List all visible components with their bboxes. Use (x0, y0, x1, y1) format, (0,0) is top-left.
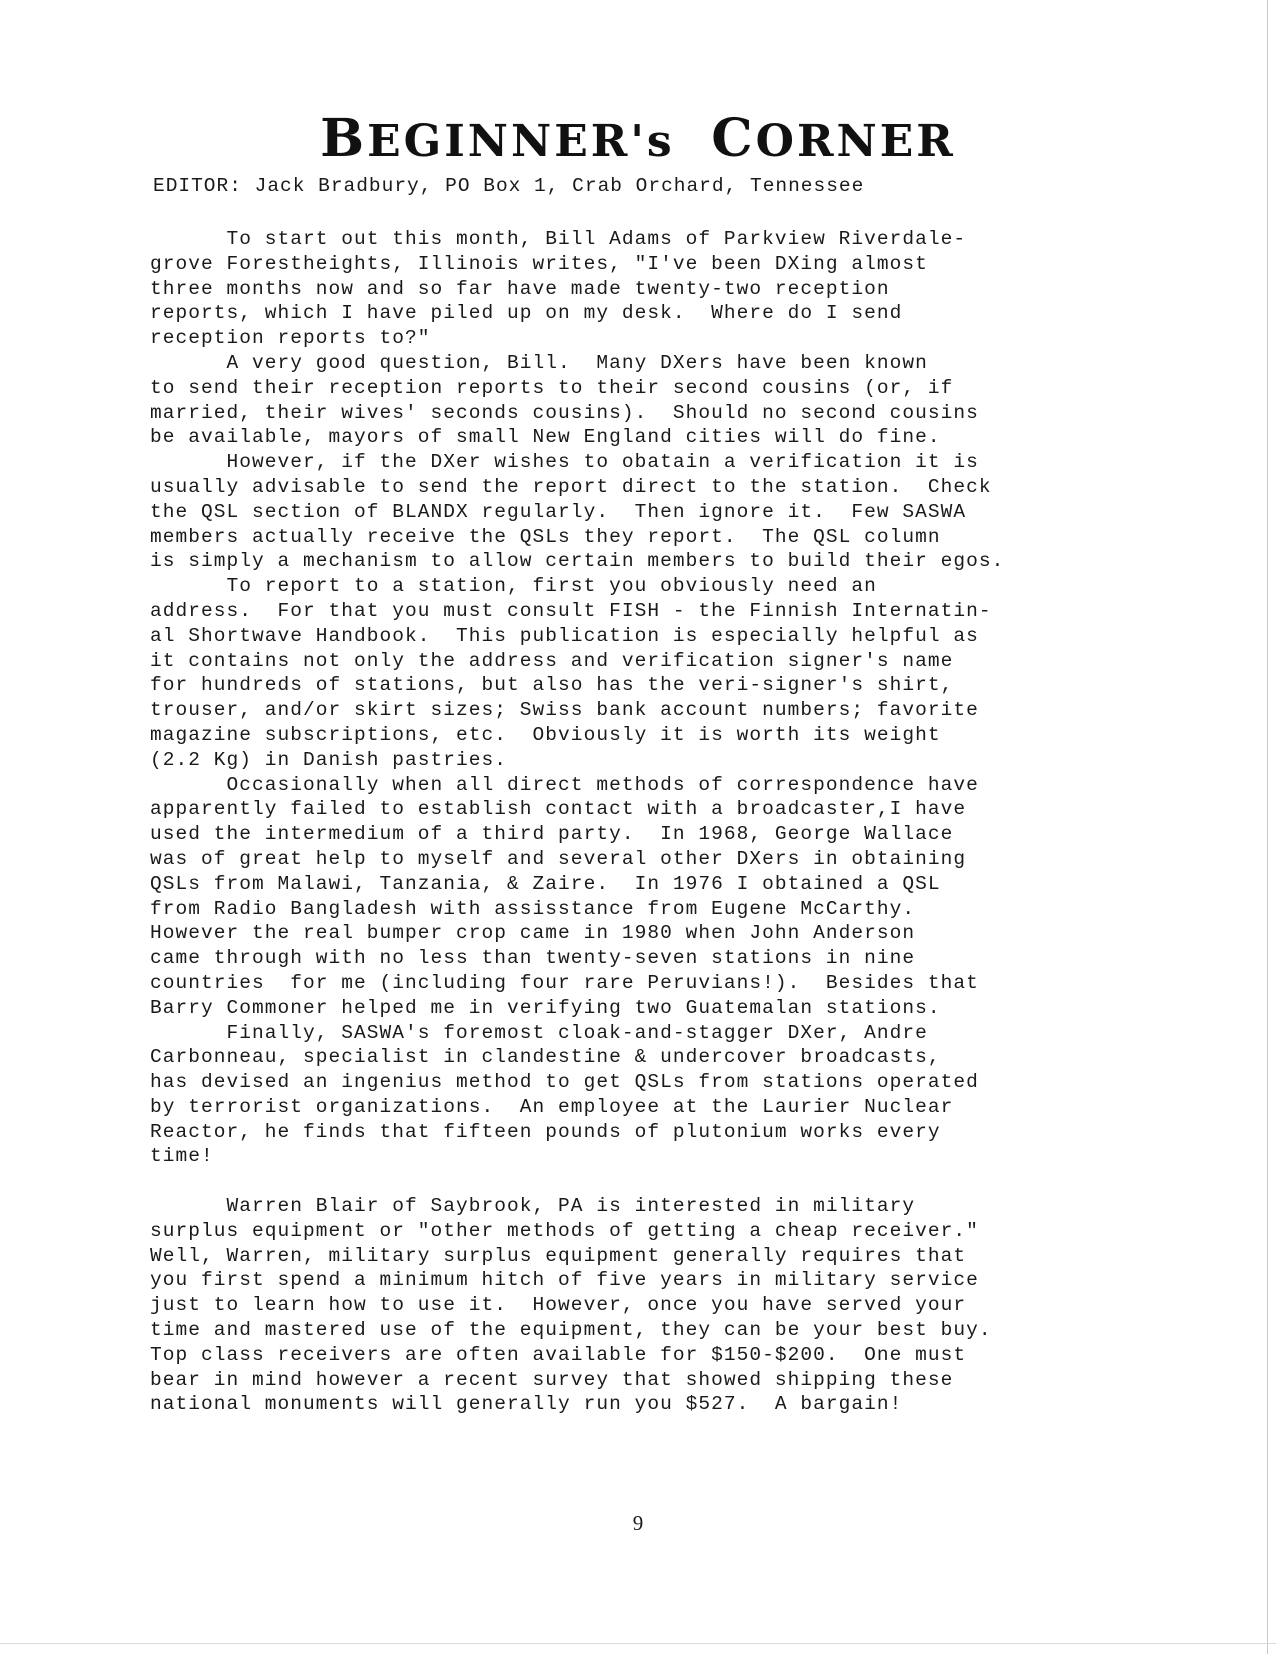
text-line: To start out this month, Bill Adams of Parkview Riverdale- (150, 228, 967, 250)
text-line: magazine subscriptions, etc. Obviously it is worth its weight (150, 723, 941, 746)
text-line: Occasionally when all direct methods of correspondence have (150, 773, 979, 796)
text-line: the QSL section of BLANDX regularly. Then ignore it. Few SASWA (150, 500, 967, 523)
page-number: 9 (632, 1511, 644, 1535)
text-line: just to learn how to use it. However, once you have served your (150, 1294, 967, 1317)
text-line: be available, mayors of small New England cities will do fine. (150, 426, 941, 449)
text-line: married, their wives' seconds cousins). Should no second cousins (150, 401, 979, 424)
text-line: trouser, and/or skirt sizes; Swiss bank account numbers; favorite (150, 699, 979, 722)
text-line: Top class receivers are often available for $150-$200. One must (150, 1343, 967, 1366)
text-line: apparently failed to establish contact with a broadcaster,I have (150, 798, 967, 821)
text-line: address. For that you must consult FISH - the Finnish Internatin- (150, 599, 992, 622)
text-line: QSLs from Malawi, Tanzania, & Zaire. In 1976 I obtained a QSL (150, 872, 941, 895)
paragraph (150, 773, 1004, 1021)
text-line: Reactor, he finds that fifteen pounds of plutonium works every (150, 1120, 941, 1143)
text-line: Warren Blair of Saybrook, PA is interested in military (150, 1195, 916, 1218)
paragraph-spacer (150, 1169, 1004, 1194)
text-line: However, if the DXer wishes to obatain a verification it is (150, 451, 979, 474)
paragraph (150, 1021, 1004, 1170)
text-line: reception reports to?" (150, 327, 431, 350)
text-line: came through with no less than twenty-seven stations in nine (150, 947, 916, 970)
text-line: usually advisable to send the report direct to the station. Check (150, 475, 992, 498)
text-line: it contains not only the address and verification signer's name (150, 649, 954, 672)
paragraph (150, 450, 1004, 574)
paragraph (150, 574, 1004, 772)
text-line: to send their reception reports to their second cousins (or, if (150, 376, 954, 399)
text-line: Finally, SASWA's foremost cloak-and-stagger DXer, Andre (150, 1021, 928, 1044)
text-line: members actually receive the QSLs they report. The QSL column (150, 525, 941, 548)
paragraph (150, 227, 1004, 351)
text-line: for hundreds of stations, but also has the veri-signer's shirt, (150, 674, 954, 697)
text-line: time! (150, 1145, 214, 1168)
page-bottom-edge (0, 1643, 1276, 1644)
page-edge-shadow (1267, 0, 1268, 1654)
text-line: A very good question, Bill. Many DXers have been known (150, 351, 928, 374)
article-body (150, 227, 1004, 1417)
text-line: countries for me (including four rare Peruvians!). Besides that (150, 971, 979, 994)
text-line: (2.2 Kg) in Danish pastries. (150, 748, 508, 771)
text-line: However the real bumper crop came in 1980 when John Anderson (150, 922, 916, 945)
text-line: from Radio Bangladesh with assisstance from Eugene McCarthy. (150, 897, 916, 920)
text-line: was of great help to myself and several other DXers in obtaining (150, 847, 967, 870)
text-line: time and mastered use of the equipment, they can be your best buy. (150, 1319, 992, 1342)
text-line: you first spend a minimum hitch of five years in military service (150, 1269, 979, 1292)
text-line: has devised an ingenius method to get QSLs from stations operated (150, 1071, 979, 1094)
text-line: used the intermedium of a third party. In 1968, George Wallace (150, 823, 954, 846)
text-line: reports, which I have piled up on my desk. Where do I send (150, 302, 903, 325)
text-line: Barry Commoner helped me in verifying two Guatemalan stations. (150, 996, 941, 1019)
text-line: three months now and so far have made twenty-two reception (150, 277, 890, 300)
paragraph (150, 351, 1004, 450)
text-line: grove Forestheights, Illinois writes, "I've been DXing almost (150, 252, 928, 275)
editor-line: EDITOR: Jack Bradbury, PO Box 1, Crab Orchard, Tennessee (153, 175, 865, 197)
text-line: surplus equipment or "other methods of getting a cheap receiver." (150, 1219, 979, 1242)
text-line: national monuments will generally run you $527. A bargain! (150, 1393, 903, 1416)
text-line: Well, Warren, military surplus equipment generally requires that (150, 1244, 967, 1267)
text-line: bear in mind however a recent survey that showed shipping these (150, 1368, 954, 1391)
text-line: is simply a mechanism to allow certain members to build their egos. (150, 550, 1005, 573)
text-line: Carbonneau, specialist in clandestine & undercover broadcasts, (150, 1046, 941, 1069)
text-line: To report to a station, first you obviously need an (150, 575, 877, 598)
paragraph (150, 1194, 1004, 1417)
page-title: BEGINNER's CORNER (320, 108, 956, 169)
text-line: al Shortwave Handbook. This publication is especially helpful as (150, 624, 979, 647)
text-line: by terrorist organizations. An employee at the Laurier Nuclear (150, 1095, 954, 1118)
